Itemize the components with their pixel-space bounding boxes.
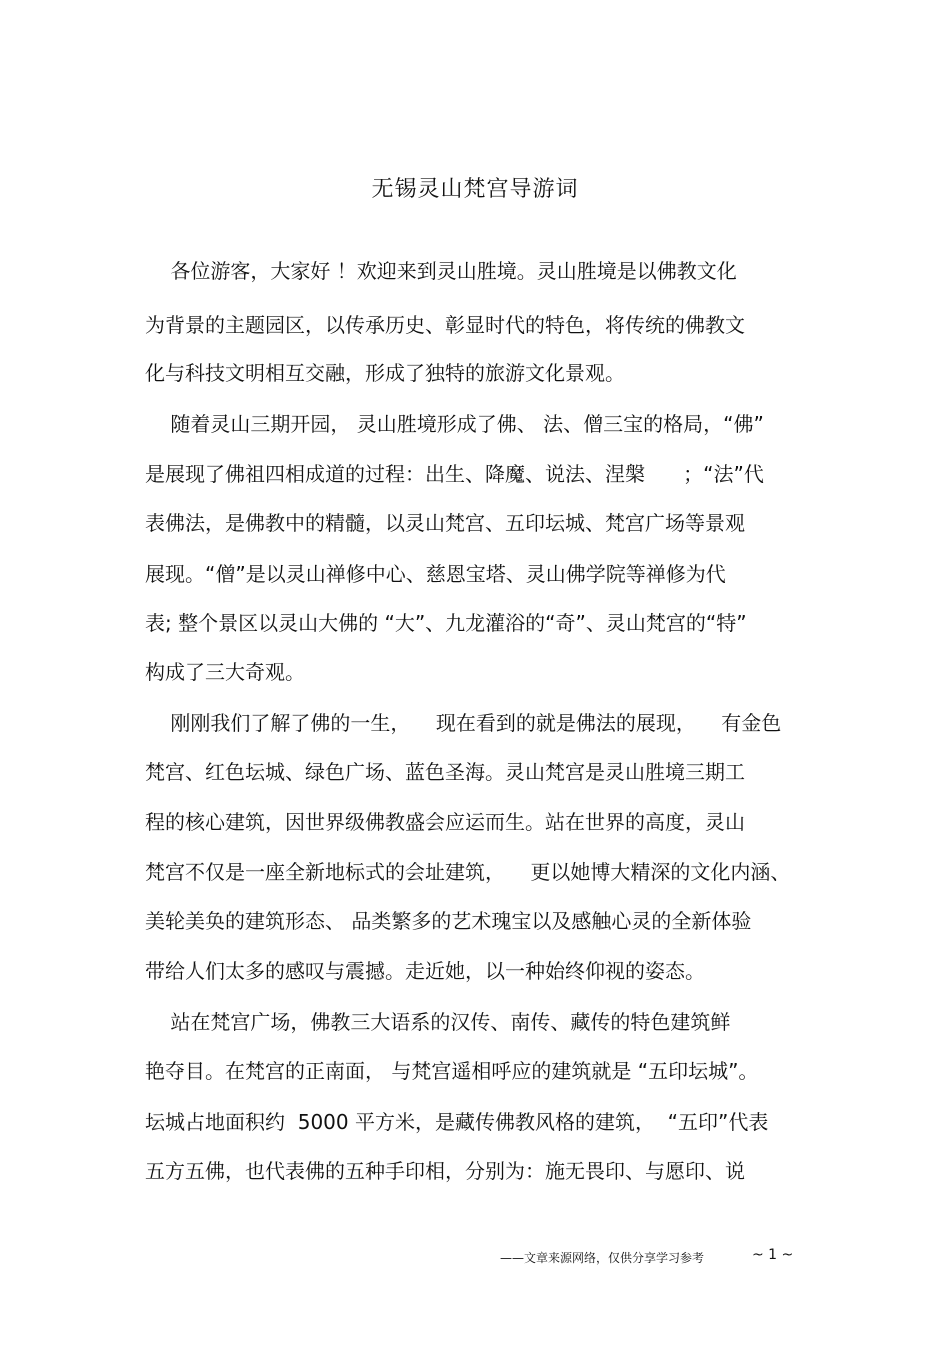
body-line: 各位游客，大家好 ！欢迎来到灵山胜境。灵山胜境是以佛教文化 [145, 259, 737, 283]
body-line: 美轮美奂的建筑形态、 品类繁多的艺术瑰宝以及感触心灵的全新体验 [145, 909, 752, 933]
document-title: 无锡灵山梵宫导游词 [371, 177, 579, 202]
body-line: 随着灵山三期开园， 灵山胜境形成了佛、 法、僧三宝的格局，“佛” [145, 412, 764, 436]
body-line: 程的核心建筑，因世界级佛教盛会应运而生。站在世界的高度，灵山 [145, 810, 745, 834]
body-line: 艳夺目。在梵宫的正南面， 与梵宫遥相呼应的建筑就是 “五印坛城”。 [145, 1059, 759, 1083]
body-line: 展现。“僧”是以灵山禅修中心、慈恩宝塔、灵山佛学院等禅修为代 [145, 562, 726, 586]
body-line: 表; 整个景区以灵山大佛的 “大”、九龙灌浴的“奇”、灵山梵宫的“特” [145, 611, 747, 635]
body-line: 梵宫、红色坛城、绿色广场、蓝色圣海。灵山梵宫是灵山胜境三期工 [145, 760, 745, 784]
body-line: 带给人们太多的感叹与震撼。走近她，以一种始终仰视的姿态。 [145, 959, 705, 983]
body-line: 刚刚我们了解了佛的一生， 现在看到的就是佛法的展现， 有金色 [145, 711, 782, 735]
page-number: ~ 1 ~ [752, 1247, 794, 1263]
body-line: 构成了三大奇观。 [145, 660, 305, 684]
footer-note: ——文章来源网络，仅供分享学习参考 [500, 1251, 705, 1265]
body-line: 站在梵宫广场，佛教三大语系的汉传、南传、藏传的特色建筑鲜 [145, 1010, 731, 1034]
body-line: 梵宫不仅是一座全新地标式的会址建筑， 更以她博大精深的文化内涵、 [145, 860, 791, 884]
body-line: 五方五佛，也代表佛的五种手印相，分别为：施无畏印、与愿印、说 [145, 1159, 745, 1183]
body-line: 化与科技文明相互交融，形成了独特的旅游文化景观。 [145, 361, 625, 385]
body-line: 坛城占地面积约 5000 平方米，是藏传佛教风格的建筑， “五印”代表 [145, 1110, 769, 1134]
body-line: 表佛法，是佛教中的精髓，以灵山梵宫、五印坛城、梵宫广场等景观 [145, 511, 745, 535]
body-line: 是展现了佛祖四相成道的过程：出生、降魔、说法、涅槃 ；“法”代 [145, 462, 764, 486]
body-line: 为背景的主题园区，以传承历史、彰显时代的特色，将传统的佛教文 [145, 313, 745, 337]
